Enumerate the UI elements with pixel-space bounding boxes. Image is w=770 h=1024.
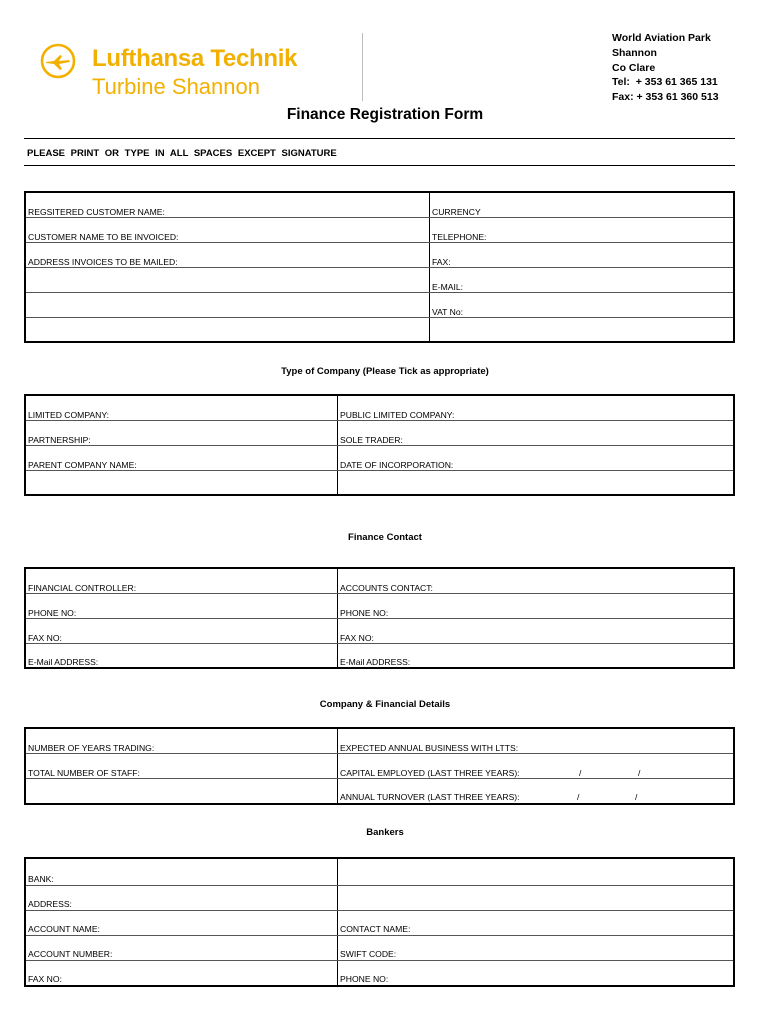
account-number-field[interactable]: ACCOUNT NUMBER: (28, 949, 113, 959)
row-line (26, 643, 733, 644)
sole-trader-field[interactable]: SOLE TRADER: (340, 435, 403, 445)
account-name-field[interactable]: ACCOUNT NAME: (28, 924, 100, 934)
currency-field[interactable]: CURRENCY (432, 207, 481, 217)
capital-employed-separator: / (638, 768, 641, 778)
form-title-text: Finance Registration Form (286, 106, 484, 123)
limited-company-field[interactable]: LIMITED COMPANY: (28, 410, 110, 420)
expected-annual-business-field[interactable]: EXPECTED ANNUAL BUSINESS WITH LTTS: (340, 743, 519, 753)
bankers-title: Bankers (366, 827, 404, 838)
row-line (26, 317, 733, 318)
brand-name: Lufthansa Technik (92, 45, 298, 72)
header-divider (362, 33, 363, 101)
form-title (0, 106, 770, 124)
public-limited-company-field[interactable]: PUBLIC LIMITED COMPANY: (340, 410, 455, 420)
parent-company-name-field[interactable]: PARENT COMPANY NAME: (28, 460, 137, 470)
fax-field[interactable]: FAX: (432, 257, 451, 267)
row-line (26, 420, 733, 421)
row-line (26, 217, 733, 218)
row-line (26, 935, 733, 936)
instruction-rule (24, 165, 735, 166)
company-financial-title: Company & Financial Details (319, 699, 451, 710)
partnership-field[interactable]: PARTNERSHIP: (28, 435, 91, 445)
row-line (26, 593, 733, 594)
controller-fax-field[interactable]: FAX NO: (28, 633, 62, 643)
bank-contact-name-field[interactable]: CONTACT NAME: (340, 924, 411, 934)
swift-code-field[interactable]: SWIFT CODE: (340, 949, 397, 959)
telephone-field[interactable]: TELEPHONE: (432, 232, 487, 242)
company-type-title: Type of Company (Please Tick as appropriate) (281, 366, 489, 377)
registered-customer-name-field[interactable]: REGSITERED CUSTOMER NAME: (28, 207, 165, 217)
vat-number-field[interactable]: VAT No: (432, 307, 464, 317)
customer-name-invoiced-field[interactable]: CUSTOMER NAME TO BE INVOICED: (28, 232, 179, 242)
address-fax: Fax: + 353 61 360 513 (612, 91, 719, 104)
top-rule (24, 138, 735, 139)
capital-employed-field[interactable]: CAPITAL EMPLOYED (LAST THREE YEARS): (340, 768, 520, 778)
accounts-fax-field[interactable]: FAX NO: (340, 633, 374, 643)
date-of-incorporation-field[interactable]: DATE OF INCORPORATION: (340, 460, 454, 470)
brand-subname: Turbine Shannon (92, 74, 260, 99)
capital-employed-separator: / (579, 768, 582, 778)
financial-controller-field[interactable]: FINANCIAL CONTROLLER: (28, 583, 137, 593)
row-line (26, 445, 733, 446)
address-phone: Tel: + 353 61 365 131 (612, 76, 718, 89)
bank-address-field[interactable]: ADDRESS: (28, 899, 72, 909)
controller-email-field[interactable]: E-Mail ADDRESS: (28, 657, 99, 667)
row-line (26, 910, 733, 911)
row-line (26, 885, 733, 886)
company-address (612, 31, 719, 105)
address-line: Co Clare (612, 61, 656, 74)
row-line (26, 242, 733, 243)
accounts-contact-field[interactable]: ACCOUNTS CONTACT: (340, 583, 433, 593)
row-line (26, 267, 733, 268)
company-financial-table (24, 727, 735, 805)
finance-contact-table (24, 567, 735, 669)
accounts-phone-field[interactable]: PHONE NO: (340, 608, 389, 618)
row-line (26, 753, 733, 754)
address-line: Shannon (612, 46, 657, 59)
row-line (26, 292, 733, 293)
column-divider (337, 729, 338, 803)
column-divider (337, 859, 338, 985)
company-type-table (24, 394, 735, 496)
row-line (26, 618, 733, 619)
address-line: World Aviation Park (612, 32, 711, 44)
form-instruction: PLEASE PRINT OR TYPE IN ALL SPACES EXCEPT SIGNATURE (27, 148, 337, 159)
row-line (26, 470, 733, 471)
accounts-email-field[interactable]: E-Mail ADDRESS: (340, 657, 411, 667)
annual-turnover-field[interactable]: ANNUAL TURNOVER (LAST THREE YEARS): (340, 792, 520, 802)
address-invoices-field[interactable]: ADDRESS INVOICES TO BE MAILED: (28, 257, 178, 267)
row-line (26, 960, 733, 961)
bank-field[interactable]: BANK: (28, 874, 54, 884)
bankers-table (24, 857, 735, 987)
annual-turnover-separator: / (577, 792, 580, 802)
email-field[interactable]: E-MAIL: (432, 282, 464, 292)
total-staff-field[interactable]: TOTAL NUMBER OF STAFF: (28, 768, 140, 778)
bank-fax-field[interactable]: FAX NO: (28, 974, 62, 984)
bank-phone-field[interactable]: PHONE NO: (340, 974, 389, 984)
annual-turnover-separator: / (635, 792, 638, 802)
finance-contact-title: Finance Contact (348, 532, 422, 543)
years-trading-field[interactable]: NUMBER OF YEARS TRADING: (28, 743, 155, 753)
lufthansa-crane-logo-icon (40, 43, 76, 79)
customer-details-table (24, 191, 735, 343)
controller-phone-field[interactable]: PHONE NO: (28, 608, 77, 618)
row-line (26, 778, 733, 779)
